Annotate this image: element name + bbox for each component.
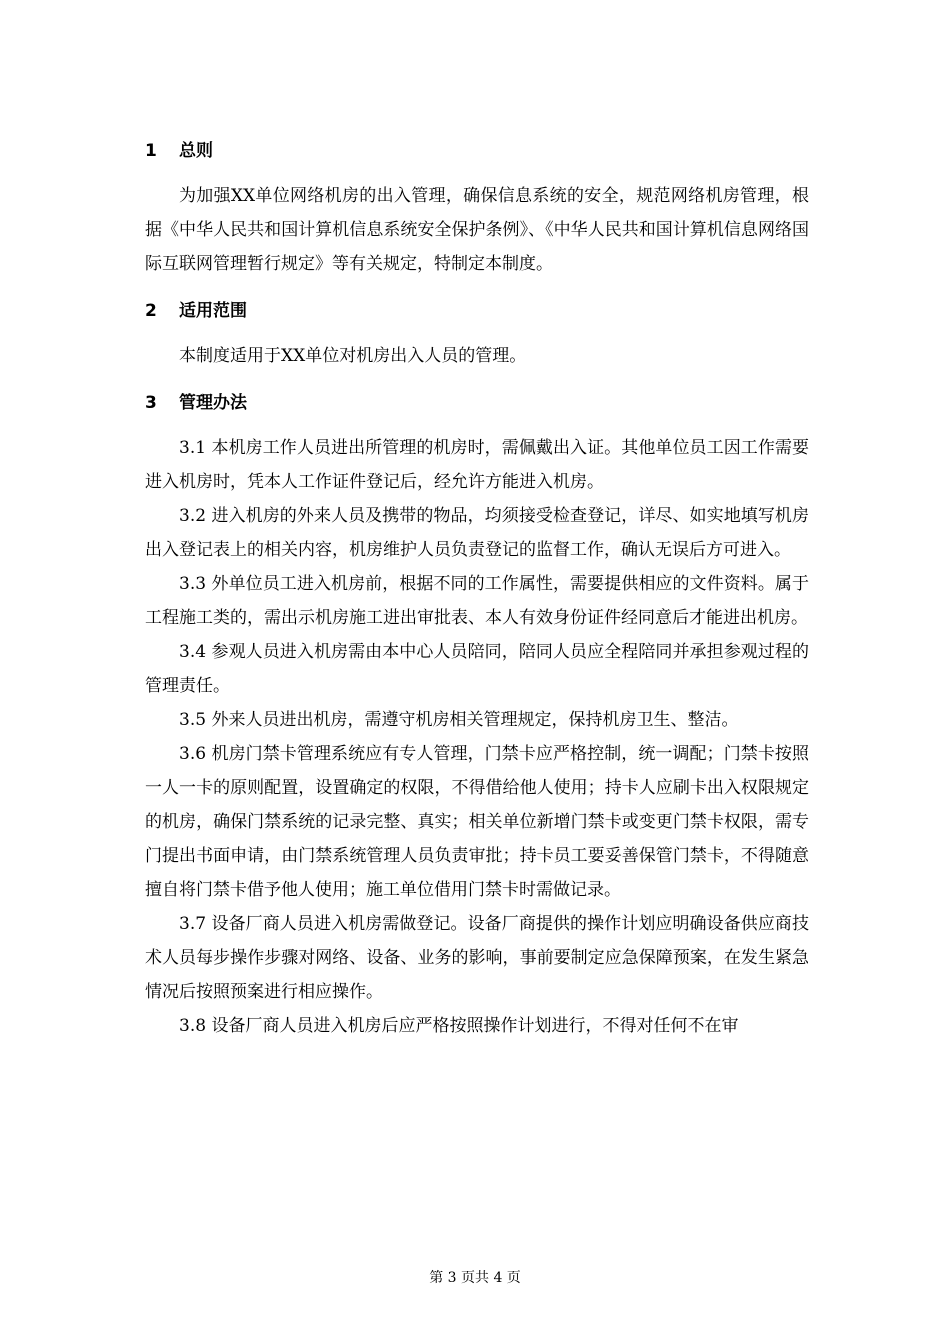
section-title: 管理办法: [179, 393, 247, 413]
paragraph: 3.4 参观人员进入机房需由本中心人员陪同，陪同人员应全程陪同并承担参观过程的管理责任。: [145, 642, 809, 696]
page-number: 第 3 页共 4 页: [429, 1270, 521, 1286]
paragraph: 3.1 本机房工作人员进出所管理的机房时，需佩戴出入证。其他单位员工因工作需要进入机房时，凭本人工作证件登记后，经允许方能进入机房。: [145, 438, 809, 492]
paragraph: 为加强XX单位网络机房的出入管理，确保信息系统的安全，规范网络机房管理，根据《中华人民共和国计算机信息系统安全保护条例》、《中华人民共和国计算机信息网络国际互联网管理暂行规定》等有关规定，特制定本制度。: [145, 186, 809, 274]
section-title: 适用范围: [179, 301, 247, 321]
paragraph: 3.8 设备厂商人员进入机房后应严格按照操作计划进行，不得对任何不在审: [179, 1016, 739, 1036]
paragraph: 3.3 外单位员工进入机房前，根据不同的工作属性，需要提供相应的文件资料。属于工程施工类的，需出示机房施工进出审批表、本人有效身份证件经同意后才能进出机房。: [145, 574, 809, 628]
paragraph: 3.7 设备厂商人员进入机房需做登记。设备厂商提供的操作计划应明确设备供应商技术人员每步操作步骤对网络、设备、业务的影响，事前要制定应急保障预案，在发生紧急情况后按照预案进行相应操作。: [145, 914, 809, 1002]
paragraph: 3.5 外来人员进出机房，需遵守机房相关管理规定，保持机房卫生、整洁。: [179, 710, 739, 730]
section-heading: [145, 131, 809, 171]
page-footer: [0, 1268, 950, 1288]
section-number: 3: [145, 393, 157, 413]
section-number: 2: [145, 301, 157, 321]
paragraph: 3.2 进入机房的外来人员及携带的物品，均须接受检查登记，详尽、如实地填写机房出入登记表上的相关内容，机房维护人员负责登记的监督工作，确认无误后方可进入。: [145, 506, 809, 560]
section-title: 总则: [179, 141, 213, 161]
document-body: [145, 131, 809, 1043]
section-heading: [145, 383, 809, 423]
paragraph: 3.6 机房门禁卡管理系统应有专人管理，门禁卡应严格控制，统一调配；门禁卡按照一人一卡的原则配置，设置确定的权限，不得借给他人使用；持卡人应刷卡出入权限规定的机房，确保门禁系统的记录完整、真实；相关单位新增门禁卡或变更门禁卡权限，需专门提出书面申请，由门禁系统管理人员负责审批；持卡员工要妥善保管门禁卡，不得随意擅自将门禁卡借予他人使用；施工单位借用门禁卡时需做记录。: [145, 744, 809, 900]
section-number: 1: [145, 141, 157, 161]
section-heading: [145, 291, 809, 331]
paragraph: 本制度适用于XX单位对机房出入人员的管理。: [179, 346, 527, 366]
